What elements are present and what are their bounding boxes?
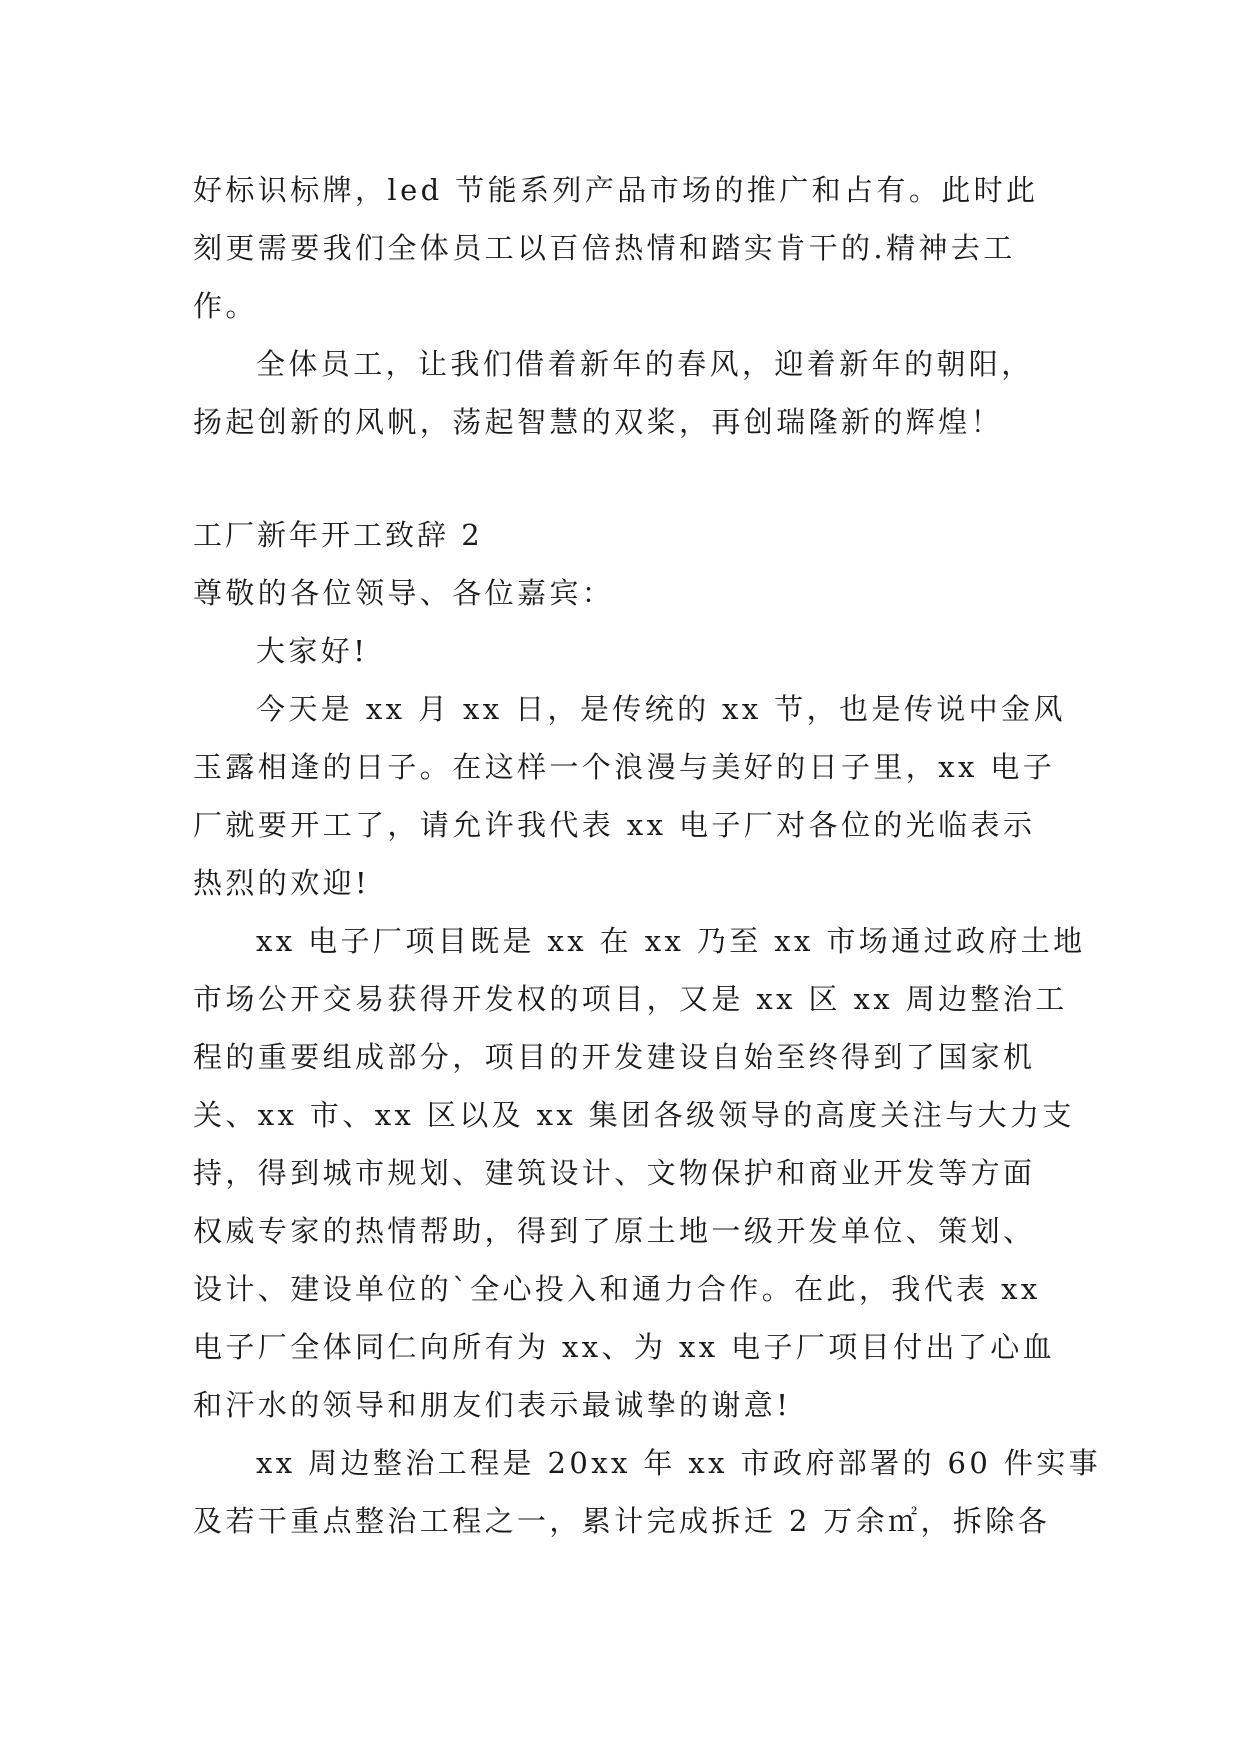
body-text-line: 权威专家的热情帮助，得到了原土地一级开发单位、策划、 <box>193 1214 1036 1248</box>
body-text-line: xx 周边整治工程是 20xx 年 xx 市政府部署的 60 件实事 <box>256 1446 1102 1480</box>
body-text-line: 玉露相逢的日子。在这样一个浪漫与美好的日子里，xx 电子 <box>193 750 1056 784</box>
body-text-line: 今天是 xx 月 xx 日，是传统的 xx 节，也是传说中金风 <box>256 692 1066 726</box>
salutation: 尊敬的各位领导、各位嘉宾： <box>193 576 615 610</box>
body-text-line: 持，得到城市规划、建筑设计、文物保护和商业开发等方面 <box>193 1156 1036 1190</box>
body-text-line: 扬起创新的风帆，荡起智慧的双桨，再创瑞隆新的辉煌！ <box>193 405 1004 439</box>
body-text-line: 设计、建设单位的`全心投入和通力合作。在此，我代表 xx <box>193 1272 1041 1306</box>
body-text-line: 程的重要组成部分，项目的开发建设自始至终得到了国家机 <box>193 1040 1036 1074</box>
body-text-line: 关、xx 市、xx 区以及 xx 集团各级领导的高度关注与大力支 <box>193 1098 1075 1132</box>
body-text-line: 电子厂全体同仁向所有为 xx、为 xx 电子厂项目付出了心血 <box>193 1330 1056 1364</box>
body-text-line: 刻更需要我们全体员工以百倍热情和踏实肯干的.精神去工 <box>193 231 1016 265</box>
body-text-line: 和汗水的领导和朋友们表示最诚挚的谢意! <box>193 1388 792 1422</box>
section-title: 工厂新年开工致辞 2 <box>193 518 483 552</box>
greeting: 大家好! <box>256 634 369 668</box>
body-text-line: 作。 <box>193 289 258 323</box>
body-text-line: xx 电子厂项目既是 xx 在 xx 乃至 xx 市场通过政府土地 <box>256 924 1086 958</box>
body-text-line: 热烈的欢迎! <box>193 866 371 900</box>
body-text-line: 全体员工，让我们借着新年的春风，迎着新年的朝阳， <box>256 347 1034 381</box>
body-text-line: 厂就要开工了，请允许我代表 xx 电子厂对各位的光临表示 <box>193 808 1036 842</box>
body-text-line: 及若干重点整治工程之一，累计完成拆迁 2 万余㎡，拆除各 <box>193 1504 1051 1538</box>
body-text-line: 好标识标牌，led 节能系列产品市场的推广和占有。此时此 <box>193 173 1039 207</box>
body-text-line: 市场公开交易获得开发权的项目，又是 xx 区 xx 周边整治工 <box>193 982 1068 1016</box>
